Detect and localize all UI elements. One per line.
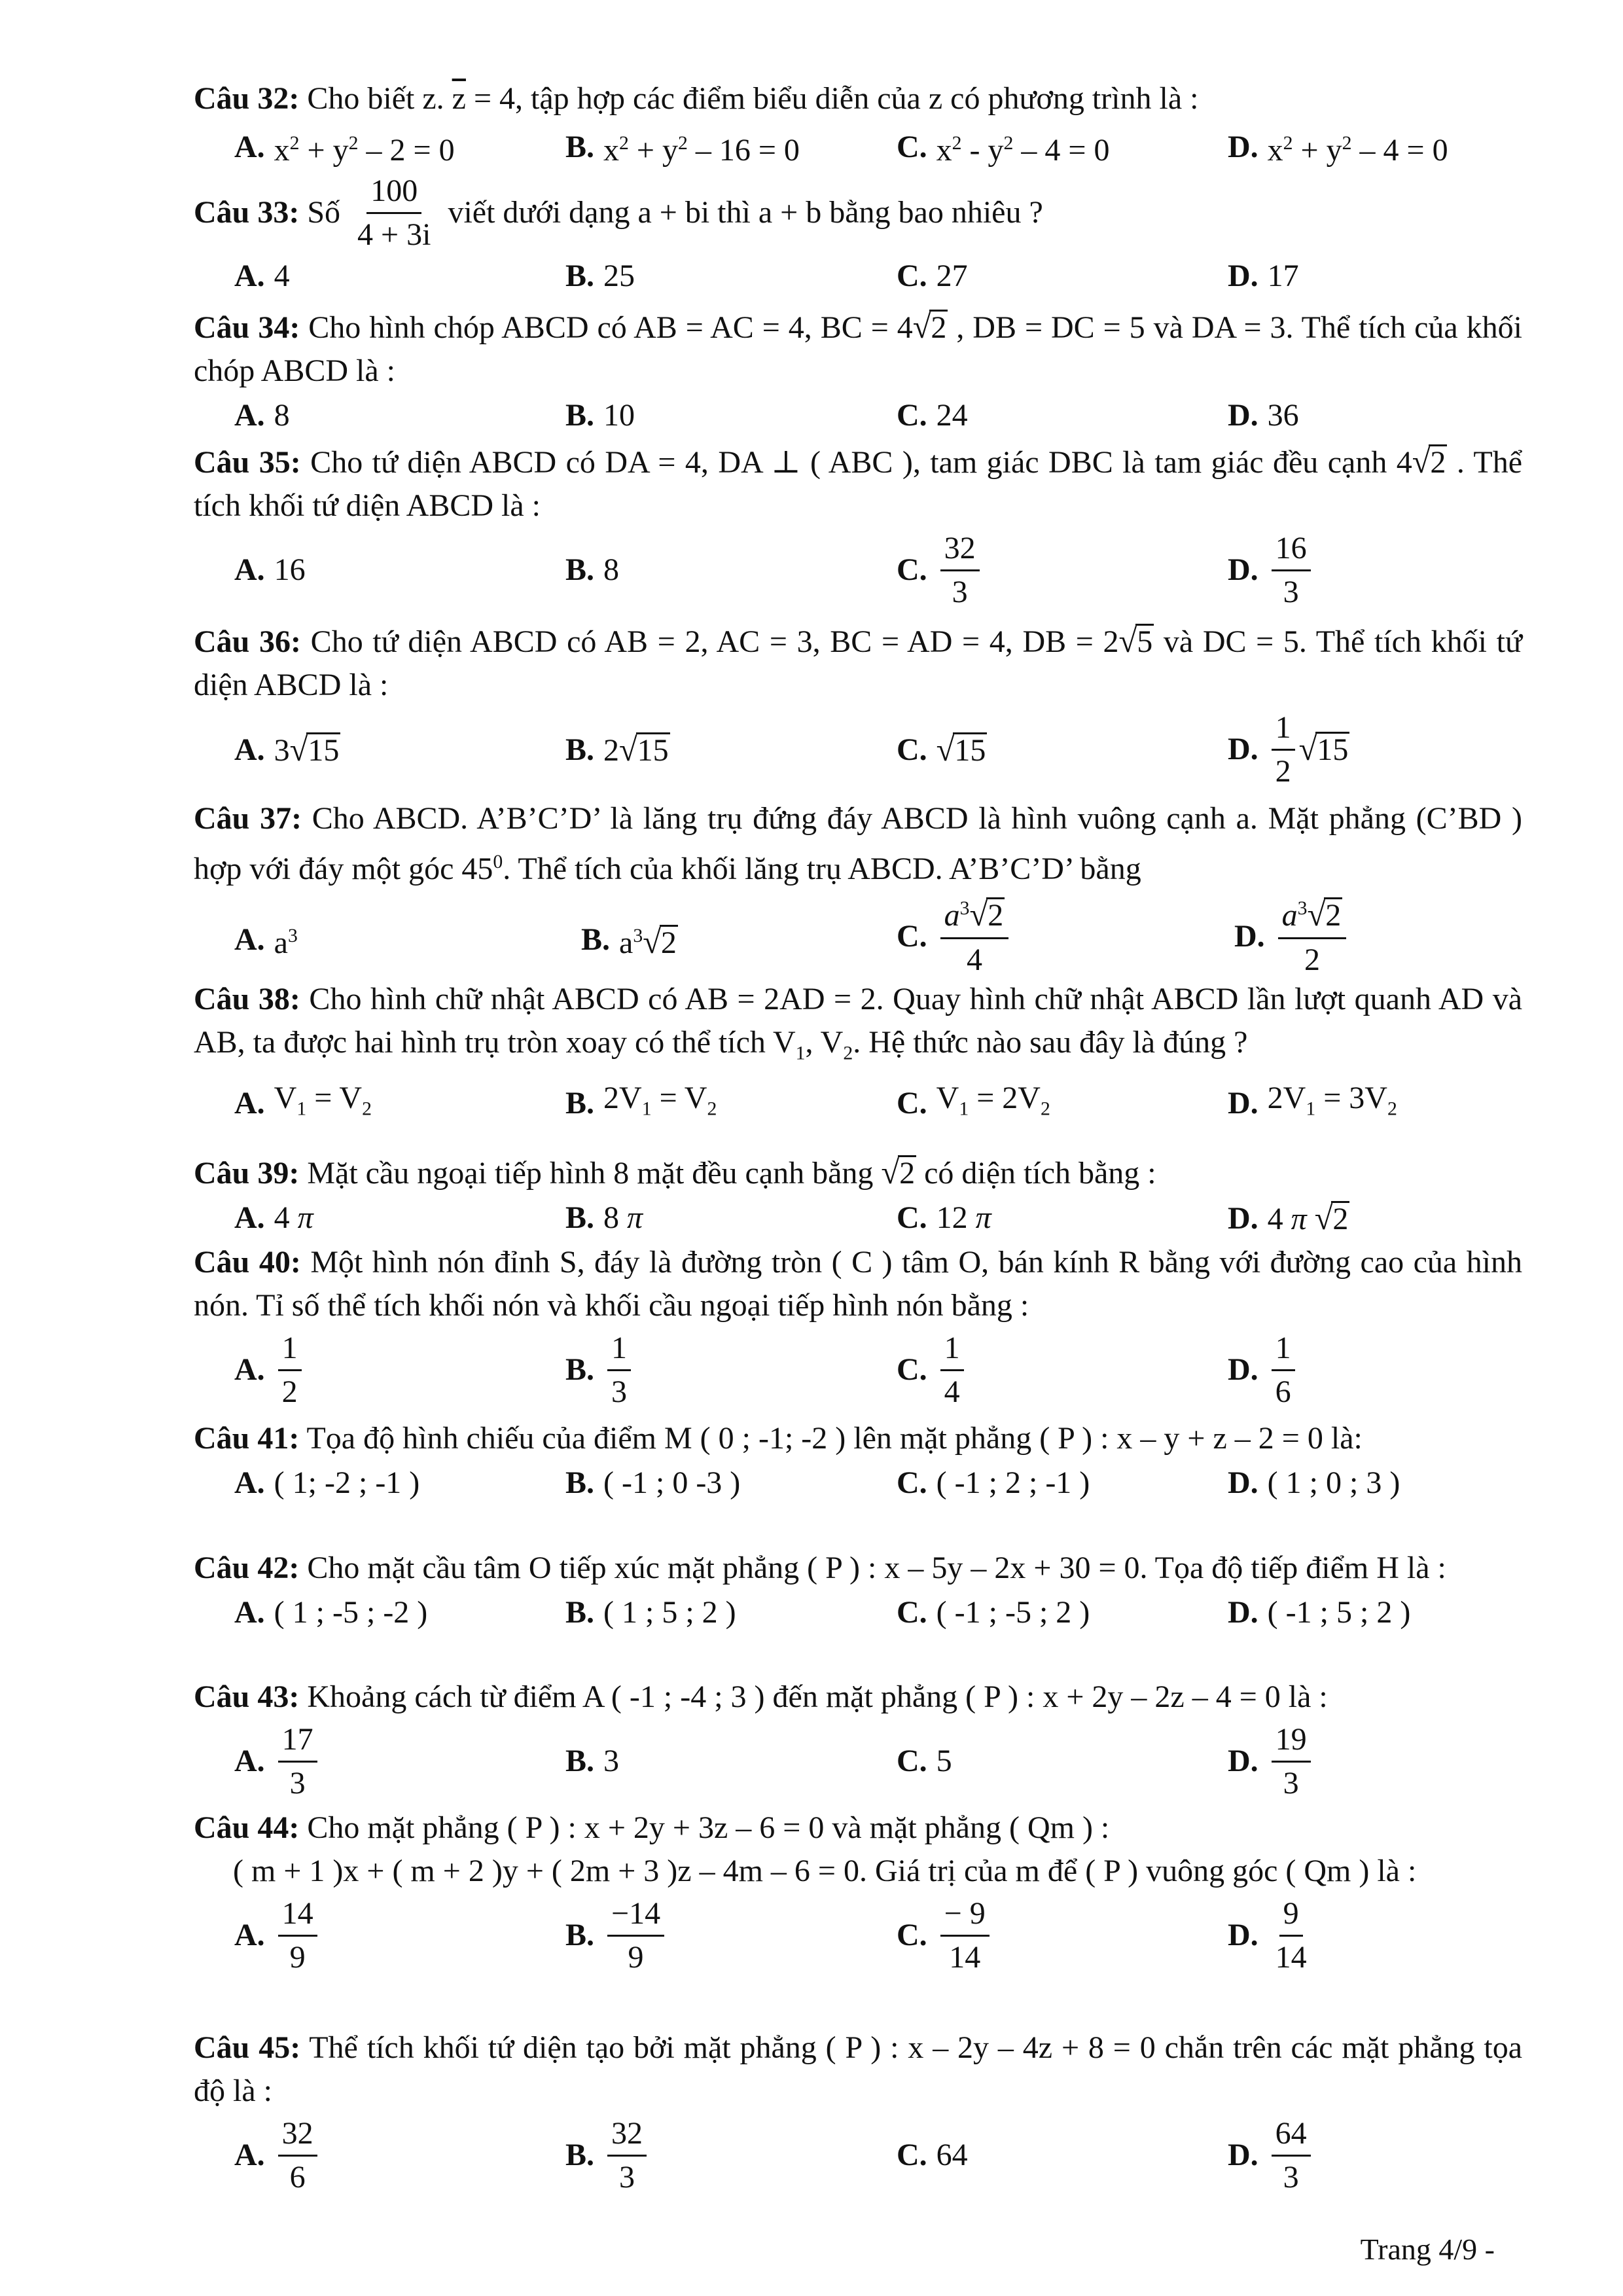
option-b[interactable]: B. $2V_1 = V_2$ bbox=[565, 1080, 717, 1121]
option-c[interactable]: C. 64 bbox=[897, 2138, 968, 2172]
answer-options bbox=[194, 1590, 1522, 1636]
question-33 bbox=[194, 173, 1522, 299]
question-38 bbox=[194, 978, 1522, 1121]
option-c[interactable]: C. ( -1 ; 2 ; -1 ) bbox=[897, 1465, 1090, 1500]
option-d[interactable]: D. ( -1 ; 5 ; 2 ) bbox=[1228, 1595, 1411, 1630]
question-43 bbox=[194, 1676, 1522, 1804]
option-b[interactable]: B. 3 bbox=[565, 1744, 620, 1778]
question-37 bbox=[194, 797, 1522, 982]
answer-options bbox=[194, 1719, 1522, 1804]
option-b[interactable]: B. 10 bbox=[565, 398, 635, 433]
option-d[interactable]: D. $\frac{64}{3}$ bbox=[1228, 2113, 1315, 2198]
option-c[interactable]: C. $\frac{a^3√2}{4}$ bbox=[897, 891, 1012, 982]
question-stem: Câu 36: Cho tứ diện ABCD có AB = 2, AC = 3, BC = AD = 4, DB = 2√5 và DC = 5. Thể tích khối tứ diện ABCD là : bbox=[194, 622, 1523, 702]
option-c[interactable]: C. 27 bbox=[897, 259, 968, 293]
question-stem: Câu 33: Số $\frac{100}{4 + 3i}$ viết dưới dạng a + bi thì a + b bằng bao nhiêu ? bbox=[194, 173, 1043, 252]
question-42 bbox=[194, 1547, 1522, 1636]
option-d[interactable]: D. $x^2 + y^2 - 4 = 0$ bbox=[1228, 129, 1448, 168]
answer-options bbox=[194, 1893, 1522, 1978]
option-d[interactable]: D. $2V_1 = 3V_2$ bbox=[1228, 1080, 1397, 1121]
question-44 bbox=[194, 1806, 1522, 1978]
option-b[interactable]: B. 8 bbox=[565, 552, 620, 587]
question-40 bbox=[194, 1241, 1522, 1412]
option-a[interactable]: A. $a^3$ bbox=[234, 922, 298, 960]
question-stem: Câu 43: Khoảng cách từ điểm A ( -1 ; -4 ; 3 ) đến mặt phẳng ( P ) : x + 2y – 2z – 4 = 0 là : bbox=[194, 1679, 1328, 1714]
option-c[interactable]: C. 12 π bbox=[897, 1200, 991, 1235]
option-d[interactable]: D. $\frac{9}{14}$ bbox=[1228, 1895, 1307, 1975]
option-a[interactable]: A. $x^2 + y^2 - 2 = 0$ bbox=[234, 129, 455, 168]
option-c[interactable]: C. $x^2 - y^2 - 4 = 0$ bbox=[897, 129, 1110, 168]
question-stem-continued: ( m + 1 )x + ( m + 2 )y + ( 2m + 3 )z – 4m – 6 = 0. Giá trị của m để ( P ) vuông góc ( Qm ) là : bbox=[233, 1854, 1417, 1888]
option-b[interactable]: B. ( -1 ; 0 -3 ) bbox=[565, 1465, 741, 1500]
question-stem: Câu 38: Cho hình chữ nhật ABCD có AB = 2AD = 2. Quay hình chữ nhật ABCD lần lượt quanh AD và AB, ta được hai hình trụ tròn xoay có thể tích $V_1$, $V_2$. Hệ thức nào sau đây là đúng ? bbox=[194, 982, 1523, 1064]
option-a[interactable]: A. 3√15 bbox=[234, 731, 340, 768]
question-stem: Câu 37: Cho ABCD. A’B’C’D’ là lăng trụ đứng đáy ABCD là hình vuông cạnh a. Mặt phẳng (C’BD ) hợp với đáy một góc $45^0$. Thể tích của khối lăng trụ ABCD. A’B’C’D’ bằng bbox=[194, 801, 1522, 886]
option-c[interactable]: C. $\frac{- 9}{14}$ bbox=[897, 1893, 993, 1978]
answer-options bbox=[194, 2113, 1522, 2198]
question-32 bbox=[194, 77, 1522, 166]
option-d[interactable]: D. 36 bbox=[1228, 398, 1299, 433]
answer-options bbox=[194, 1327, 1522, 1412]
option-a[interactable]: A. $\frac{1}{2}$ bbox=[234, 1327, 306, 1412]
option-a[interactable]: A. 8 bbox=[234, 398, 290, 433]
option-c[interactable]: C. $\frac{1}{4}$ bbox=[897, 1327, 968, 1412]
answer-options bbox=[194, 707, 1522, 792]
option-d[interactable]: D. $\frac{a^3√2}{2}$ bbox=[1234, 891, 1350, 982]
option-a[interactable]: A. ( 1; -2 ; -1 ) bbox=[234, 1465, 420, 1500]
question-stem: Câu 40: Một hình nón đỉnh S, đáy là đường tròn ( C ) tâm O, bán kính R bằng với đường cao của hình nón. Tỉ số thể tích khối nón và khối cầu ngoại tiếp hình nón bằng : bbox=[194, 1245, 1523, 1323]
option-d[interactable]: D. 4 π √2 bbox=[1228, 1200, 1349, 1236]
answer-options bbox=[194, 253, 1522, 299]
option-d[interactable]: D. $\frac{16}{3}$ bbox=[1228, 528, 1315, 613]
option-d[interactable]: D. $\frac{1}{6}$ bbox=[1228, 1327, 1299, 1412]
question-stem: Câu 32: Cho biết z. $\overline{z} = 4$, tập hợp các điểm biểu diễn của z có phương trình là : bbox=[194, 81, 1199, 116]
option-b[interactable]: B. $x^2 + y^2 - 16 = 0$ bbox=[565, 129, 800, 168]
option-b[interactable]: B. 8 π bbox=[565, 1200, 643, 1235]
question-34 bbox=[194, 305, 1522, 439]
question-stem: Câu 34: Cho hình chóp ABCD có AB = AC = 4, BC = 4√2 , DB = DC = 5 và DA = 3. Thể tích của khối chóp ABCD là : bbox=[194, 308, 1523, 388]
option-a[interactable]: A. 4 bbox=[234, 259, 290, 293]
question-39 bbox=[194, 1151, 1522, 1241]
option-a[interactable]: A. $V_1 = V_2$ bbox=[234, 1080, 372, 1121]
option-b[interactable]: B. ( 1 ; 5 ; 2 ) bbox=[565, 1595, 736, 1630]
question-stem: Câu 41: Tọa độ hình chiếu của điểm M ( 0 ; -1; -2 ) lên mặt phẳng ( P ) : x – y + z – 2 = 0 là: bbox=[194, 1421, 1363, 1456]
option-a[interactable]: A. ( 1 ; -5 ; -2 ) bbox=[234, 1595, 428, 1630]
answer-options bbox=[194, 528, 1522, 613]
option-b[interactable]: B. $a^3√2$ bbox=[581, 922, 677, 960]
question-41 bbox=[194, 1417, 1522, 1506]
option-c[interactable]: C. √15 bbox=[897, 731, 986, 768]
question-stem: Câu 42: Cho mặt cầu tâm O tiếp xúc mặt phẳng ( P ) : x – 5y – 2x + 30 = 0. Tọa độ tiếp điểm H là : bbox=[194, 1551, 1446, 1585]
option-b[interactable]: B. $\frac{1}{3}$ bbox=[565, 1327, 635, 1412]
answer-options bbox=[194, 393, 1522, 439]
question-stem: Câu 39: Mặt cầu ngoại tiếp hình 8 mặt đều cạnh bằng √2 có diện tích bằng : bbox=[194, 1154, 1156, 1191]
answer-options bbox=[194, 1195, 1522, 1241]
option-a[interactable]: A. $\frac{32}{6}$ bbox=[234, 2113, 321, 2198]
answer-options bbox=[194, 891, 1522, 982]
option-d[interactable]: D. $\frac{1}{2}$ √15 bbox=[1228, 709, 1349, 789]
answer-options bbox=[194, 1075, 1522, 1121]
option-c[interactable]: C. 24 bbox=[897, 398, 968, 433]
option-c[interactable]: C. ( -1 ; -5 ; 2 ) bbox=[897, 1595, 1090, 1630]
option-b[interactable]: B. 2√15 bbox=[565, 731, 669, 768]
answer-options bbox=[194, 1460, 1522, 1506]
option-b[interactable]: B. 25 bbox=[565, 259, 635, 293]
option-a[interactable]: A. $\frac{17}{3}$ bbox=[234, 1719, 321, 1804]
option-c[interactable]: C. $V_1 = 2V_2$ bbox=[897, 1080, 1050, 1121]
question-stem: Câu 45: Thể tích khối tứ diện tạo bởi mặt phẳng ( P ) : x – 2y – 4z + 8 = 0 chắn trên các mặt phẳng tọa độ là : bbox=[194, 2030, 1523, 2108]
page-number: Trang 4/9 - bbox=[1360, 2233, 1495, 2266]
option-d[interactable]: D. $\frac{19}{3}$ bbox=[1228, 1719, 1315, 1804]
option-d[interactable]: D. 17 bbox=[1228, 259, 1299, 293]
option-c[interactable]: C. $\frac{32}{3}$ bbox=[897, 528, 984, 613]
option-b[interactable]: B. $\frac{-14}{9}$ bbox=[565, 1893, 668, 1978]
option-a[interactable]: A. $\frac{14}{9}$ bbox=[234, 1893, 321, 1978]
option-d[interactable]: D. ( 1 ; 0 ; 3 ) bbox=[1228, 1465, 1400, 1500]
question-35 bbox=[194, 440, 1522, 613]
option-a[interactable]: A. 4 π bbox=[234, 1200, 313, 1235]
question-stem: Câu 44: Cho mặt phẳng ( P ) : x + 2y + 3z – 6 = 0 và mặt phẳng ( Qm ) : bbox=[194, 1810, 1110, 1845]
question-label: Câu 32: bbox=[194, 81, 300, 116]
answer-options bbox=[194, 120, 1522, 166]
question-36 bbox=[194, 619, 1522, 792]
option-c[interactable]: C. 5 bbox=[897, 1744, 952, 1778]
question-stem: Câu 35: Cho tứ diện ABCD có DA = 4, DA ⊥ ( ABC ), tam giác DBC là tam giác đều cạnh 4√2 . Thể tích khối tứ diện ABCD là : bbox=[194, 443, 1523, 523]
question-45 bbox=[194, 2026, 1522, 2198]
option-b[interactable]: B. $\frac{32}{3}$ bbox=[565, 2113, 651, 2198]
option-a[interactable]: A. 16 bbox=[234, 552, 306, 587]
